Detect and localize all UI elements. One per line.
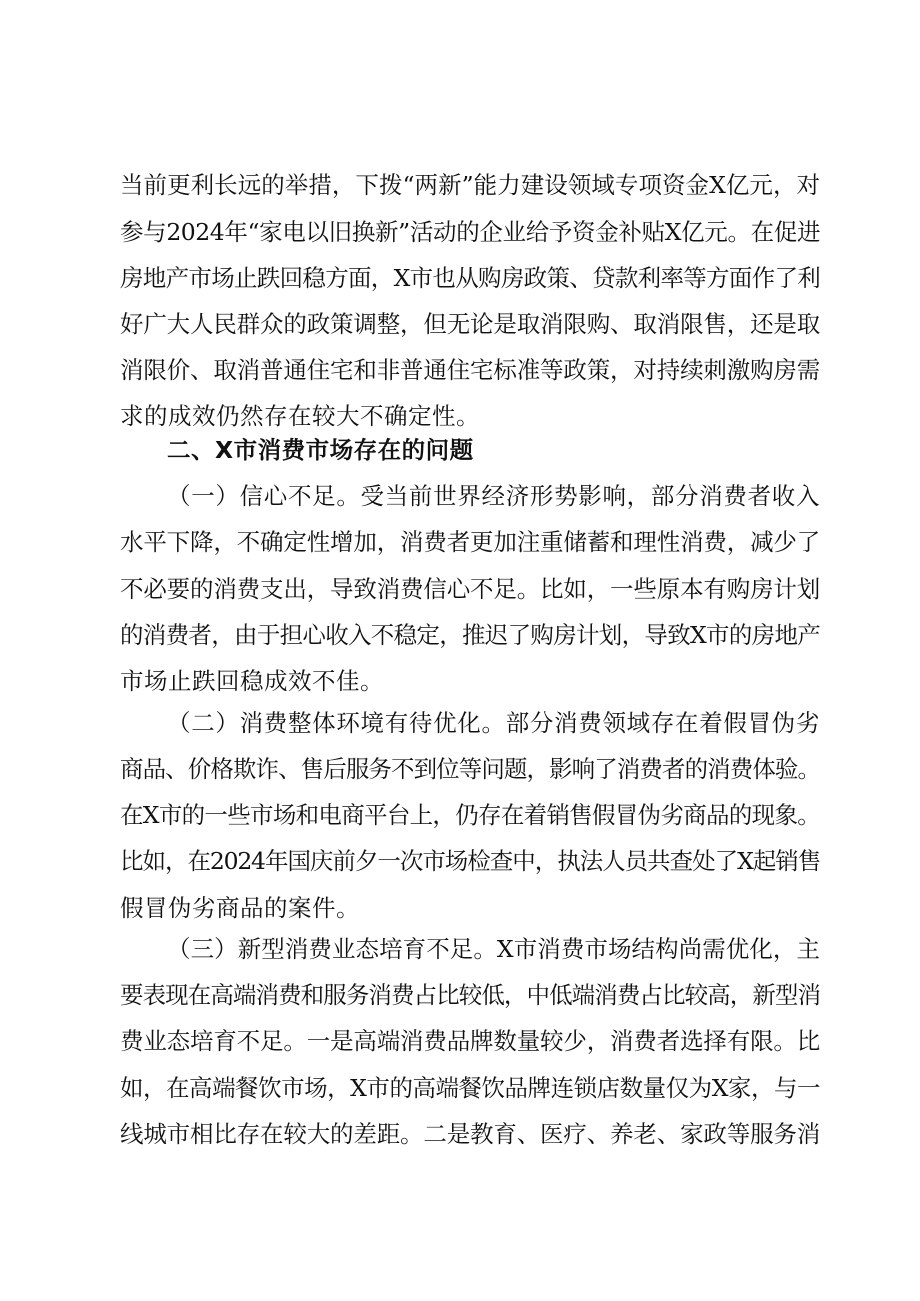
sub1-line-3: 不必要的消费支出，导致消费信心不足。比如，一些原本有购房计划 xyxy=(120,575,820,603)
sub1-line-4: 的消费者，由于担心收入不稳定，推迟了购房计划，导致X市的房地产 xyxy=(120,621,820,649)
sub1-line-2: 水平下降，不确定性增加，消费者更加注重储蓄和理性消费，减少了 xyxy=(120,528,820,556)
sub3-line-5: 线城市相比存在较大的差距。二是教育、医疗、养老、家政等服务消 xyxy=(120,1120,820,1148)
sub2-line-4: 比如，在2024年国庆前夕一次市场检查中，执法人员共查处了X起销售 xyxy=(120,847,820,875)
section-heading: 二、X市消费市场存在的问题 xyxy=(167,436,474,464)
sub2-line-2: 商品、价格欺诈、售后服务不到位等问题，影响了消费者的消费体验。 xyxy=(120,755,820,783)
sub2-line-3: 在X市的一些市场和电商平台上，仍存在着销售假冒伪劣商品的现象。 xyxy=(120,801,820,829)
sub2-line-1: （二）消费整体环境有待优化。部分消费领域存在着假冒伪劣 xyxy=(167,709,820,737)
sub3-line-3: 费业态培育不足。一是高端消费品牌数量较少，消费者选择有限。比 xyxy=(120,1027,820,1055)
para1-line-1: 当前更利长远的举措，下拨“两新”能力建设领域专项资金X亿元，对 xyxy=(120,171,820,199)
sub3-line-1: （三）新型消费业态培育不足。X市消费市场结构尚需优化，主 xyxy=(167,935,820,963)
sub2-line-5: 假冒伪劣商品的案件。 xyxy=(120,894,360,922)
para1-line-4: 好广大人民群众的政策调整，但无论是取消限购、取消限售，还是取 xyxy=(120,310,820,338)
para1-line-3: 房地产市场止跌回稳方面，X市也从购房政策、贷款利率等方面作了利 xyxy=(120,264,820,292)
sub3-line-2: 要表现在高端消费和服务消费占比较低，中低端消费占比较高，新型消 xyxy=(120,981,820,1009)
para1-line-2: 参与2024年“家电以旧换新”活动的企业给予资金补贴X亿元。在促进 xyxy=(120,218,820,246)
sub1-line-5: 市场止跌回稳成效不佳。 xyxy=(120,667,384,695)
para1-line-5: 消限价、取消普通住宅和非普通住宅标准等政策，对持续刺激购房需 xyxy=(120,356,820,384)
sub3-line-4: 如，在高端餐饮市场，X市的高端餐饮品牌连锁店数量仅为X家，与一 xyxy=(120,1074,820,1102)
sub1-line-1: （一）信心不足。受当前世界经济形势影响，部分消费者收入 xyxy=(167,482,820,510)
para1-line-6: 求的成效仍然存在较大不确定性。 xyxy=(120,402,480,430)
